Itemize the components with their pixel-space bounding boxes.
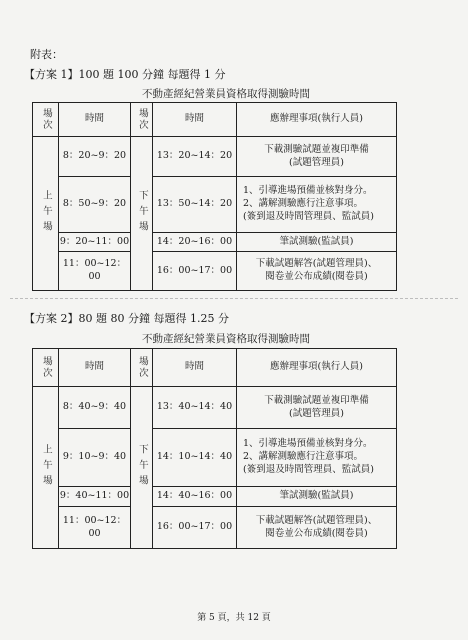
pm-time-cell: 14：10~14：40 — [153, 429, 237, 487]
scan-artifact-line — [10, 298, 458, 299]
am-time-cell: 8：20~9：20 — [59, 137, 131, 177]
header-time: 時間 — [153, 349, 237, 387]
duty-cell: 筆試測驗(監試員) — [237, 487, 397, 507]
duty-cell: 下載測驗試題並複印準備 (試題管理員) — [237, 387, 397, 429]
header-session: 場次 — [131, 349, 153, 387]
plan2-schedule-table — [32, 348, 397, 549]
morning-session-cell: 上午場 — [33, 137, 59, 291]
duty-cell: 下載試題解答(試題管理員)、 閱卷並公布成績(閱卷員) — [237, 252, 397, 291]
duty-cell: 筆試測驗(監試員) — [237, 233, 397, 252]
table-row — [33, 233, 397, 252]
header-time: 時間 — [59, 349, 131, 387]
pm-time-cell: 14：40~16：00 — [153, 487, 237, 507]
header-duty: 應辦理事項(執行人員) — [237, 349, 397, 387]
pm-time-cell: 16：00~17：00 — [153, 507, 237, 549]
am-time-cell: 9：20~11：00 — [59, 233, 131, 252]
plan1-schedule-table — [32, 102, 397, 291]
duty-cell: 下載測驗試題並複印準備 (試題管理員) — [237, 137, 397, 177]
appendix-label: 附表： — [30, 48, 63, 61]
am-time-cell: 8：50~9：20 — [59, 177, 131, 233]
plan2-table-caption: 不動產經紀營業員資格取得測驗時間 — [142, 333, 310, 345]
header-time: 時間 — [153, 103, 237, 137]
page-number-footer: 第 5 頁，共 12 頁 — [197, 613, 271, 623]
header-duty: 應辦理事項(執行人員) — [237, 103, 397, 137]
table-row — [33, 387, 397, 429]
afternoon-session-cell: 下午場 — [131, 387, 153, 549]
header-session: 場次 — [33, 103, 59, 137]
pm-time-cell: 13：40~14：40 — [153, 387, 237, 429]
header-time: 時間 — [59, 103, 131, 137]
plan1-table-caption: 不動產經紀營業員資格取得測驗時間 — [142, 88, 310, 100]
plan2-title: 【方案 2】80 題 80 分鐘 每題得 1.25 分 — [24, 312, 229, 325]
am-time-cell: 8：40~9：40 — [59, 387, 131, 429]
pm-time-cell: 16：00~17：00 — [153, 252, 237, 291]
table-row — [33, 487, 397, 507]
table-row — [33, 252, 397, 291]
table-row — [33, 177, 397, 233]
morning-session-cell: 上午場 — [33, 387, 59, 549]
header-session: 場次 — [131, 103, 153, 137]
plan1-title: 【方案 1】100 題 100 分鐘 每題得 1 分 — [24, 68, 226, 81]
table-header-row — [33, 103, 397, 137]
am-time-cell: 11：00~12：00 — [59, 507, 131, 549]
duty-cell: 1、引導進場預備並核對身分。 2、講解測驗應行注意事項。 (簽到退及時間管理員、監試員) — [237, 177, 397, 233]
table-row — [33, 507, 397, 549]
duty-cell: 下載試題解答(試題管理員)、 閱卷並公布成績(閱卷員) — [237, 507, 397, 549]
table-row — [33, 429, 397, 487]
table-row — [33, 137, 397, 177]
pm-time-cell: 13：50~14：20 — [153, 177, 237, 233]
header-session: 場次 — [33, 349, 59, 387]
table-header-row — [33, 349, 397, 387]
pm-time-cell: 13：20~14：20 — [153, 137, 237, 177]
afternoon-session-cell: 下午場 — [131, 137, 153, 291]
am-time-cell: 11：00~12：00 — [59, 252, 131, 291]
am-time-cell: 9：40~11：00 — [59, 487, 131, 507]
pm-time-cell: 14：20~16：00 — [153, 233, 237, 252]
am-time-cell: 9：10~9：40 — [59, 429, 131, 487]
duty-cell: 1、引導進場預備並核對身分。 2、講解測驗應行注意事項。 (簽到退及時間管理員、監試員) — [237, 429, 397, 487]
